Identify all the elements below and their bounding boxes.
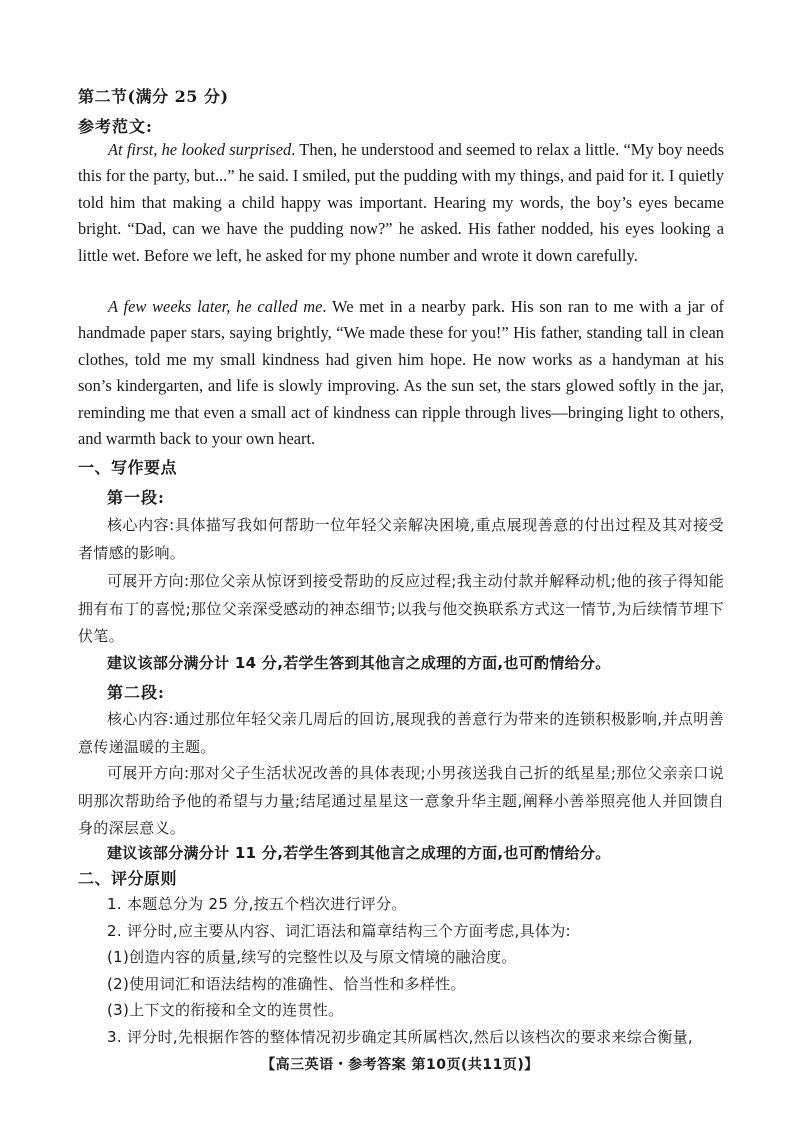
grading-item: 1. 本题总分为 25 分,按五个档次进行评分。	[107, 895, 407, 913]
grading-subitem: (3)上下文的衔接和全文的连贯性。	[107, 1001, 344, 1019]
para2-score-note: 建议该部分满分计 11 分,若学生答到其他言之成理的方面,也可酌情给分。	[107, 844, 611, 862]
para1-core-content: 核心内容:具体描写我如何帮助一位年轻父亲解决困境,重点展现善意的付出过程及其对接受者情感的影响。	[78, 516, 724, 562]
para2-core-content: 核心内容:通过那位年轻父亲几周后的回访,展现我的善意行为带来的连锁积极影响,并点明善意传递温暖的主题。	[78, 710, 724, 756]
para2-directions: 可展开方向:那对父子生活状况改善的具体表现;小男孩送我自己折的纸星星;那位父亲亲口说明那次帮助给予他的希望与力量;结尾通过星星这一意象升华主题,阐释小善举照亮他人并回馈自身的深层意义。	[78, 764, 724, 837]
grading-item: 2. 评分时,应主要从内容、词汇语法和篇章结构三个方面考虑,具体为:	[107, 922, 571, 940]
reference-essay-label: 参考范文:	[78, 117, 153, 136]
essay-p1-lead: At first, he looked surprised	[108, 140, 292, 159]
essay-p1-body: . Then, he understood and seemed to relax a little. “My boy needs this for the party, but...” he said. I smiled, put the pudding with my things, and paid for it. I quietly told him that making a child happy was important. Hearing my words, the boy’s eyes became bright. “Dad, can we have the pudding now?” he asked. His father nodded, his eyes looking a little wet. Before we left, he asked for my phone number and wrote it down carefully.	[78, 140, 724, 265]
essay-paragraph-2	[78, 294, 724, 452]
essay-p2-body: . We met in a nearby park. His son ran to me with a jar of handmade paper stars, saying brightly, “We made these for you!” His father, standing tall in clean clothes, told me my small kindness had given him hope. He now works as a handyman at his son’s kindergarten, and life is slowly improving. As the sun set, the stars glowed softly in the jar, reminding me that even a small act of kindness can ripple through lives—bringing light to others, and warmth back to your own heart.	[78, 297, 724, 449]
grading-subitem: (2)使用词汇和语法结构的准确性、恰当性和多样性。	[107, 975, 466, 993]
para2-label: 第二段:	[107, 683, 165, 702]
para1-label: 第一段:	[107, 488, 165, 507]
essay-p2-lead: A few weeks later, he called me	[108, 297, 323, 316]
grading-item: 3. 评分时,先根据作答的整体情况初步确定其所属档次,然后以该档次的要求来综合衡量,	[107, 1028, 693, 1046]
page-footer: 【高三英语・参考答案 第10页(共11页)】	[261, 1057, 539, 1073]
para1-directions: 可展开方向:那位父亲从惊讶到接受帮助的反应过程;我主动付款并解释动机;他的孩子得知能拥有布丁的喜悦;那位父亲深受感动的神态细节;以我与他交换联系方式这一情节,为后续情节埋下伏笔。	[78, 572, 724, 645]
section-title: 第二节(满分 25 分)	[78, 87, 229, 106]
writing-points-heading: 一、写作要点	[78, 458, 178, 477]
grading-subitem: (1)创造内容的质量,续写的完整性以及与原文情境的融洽度。	[107, 948, 517, 966]
para1-score-note: 建议该部分满分计 14 分,若学生答到其他言之成理的方面,也可酌情给分。	[107, 654, 611, 672]
essay-paragraph-1	[78, 137, 724, 269]
grading-heading: 二、评分原则	[78, 869, 178, 888]
